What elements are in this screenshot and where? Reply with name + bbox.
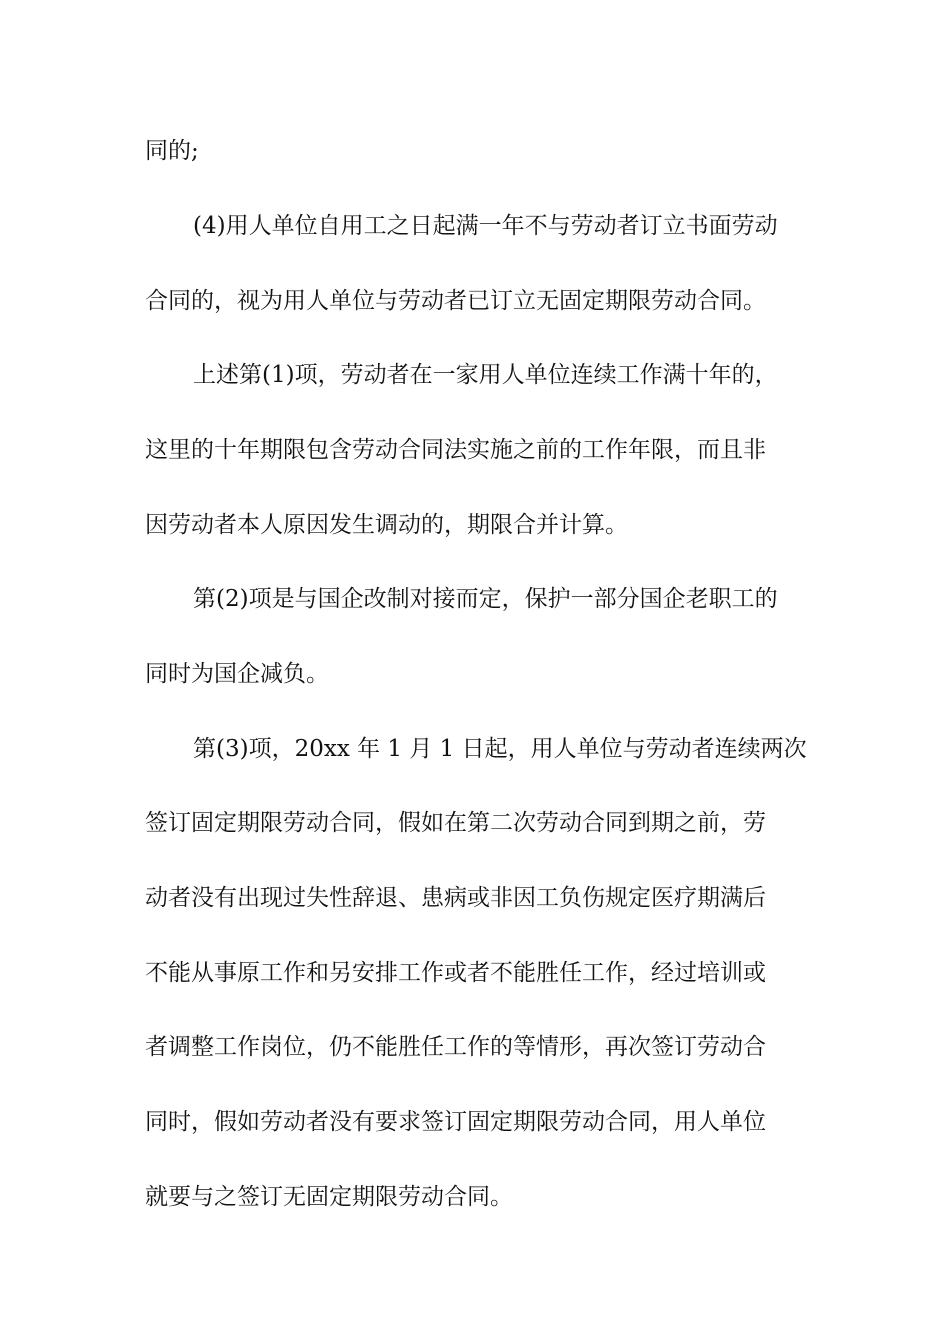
paragraph-line: 同时为国企减负。 (145, 661, 329, 687)
paragraph-line: 第(3)项，20xx 年 1 月 1 日起，用人单位与劳动者连续两次 (193, 736, 807, 762)
paragraph-line: (4)用人单位自用工之日起满一年不与劳动者订立书面劳动 (193, 213, 778, 239)
paragraph-line: 不能从事原工作和另安排工作或者不能胜任工作，经过培训或 (145, 960, 766, 986)
paragraph-line: 者调整工作岗位，仍不能胜任工作的等情形，再次签订劳动合 (145, 1034, 766, 1060)
paragraph-line: 合同的，视为用人单位与劳动者已订立无固定期限劳动合同。 (145, 288, 766, 314)
paragraph-line: 因劳动者本人原因发生调动的，期限合并计算。 (145, 512, 628, 538)
paragraph-line: 动者没有出现过失性辞退、患病或非因工负伤规定医疗期满后 (145, 885, 766, 911)
paragraph-line: 同的; (145, 138, 199, 164)
paragraph-line: 这里的十年期限包含劳动合同法实施之前的工作年限，而且非 (145, 437, 766, 463)
paragraph-line: 上述第(1)项，劳动者在一家用人单位连续工作满十年的， (193, 362, 778, 388)
paragraph-line: 第(2)项是与国企改制对接而定，保护一部分国企老职工的 (193, 586, 778, 612)
paragraph-line: 同时，假如劳动者没有要求签订固定期限劳动合同，用人单位 (145, 1109, 766, 1135)
paragraph-line: 就要与之签订无固定期限劳动合同。 (145, 1184, 513, 1210)
paragraph-line: 签订固定期限劳动合同，假如在第二次劳动合同到期之前，劳 (145, 810, 766, 836)
